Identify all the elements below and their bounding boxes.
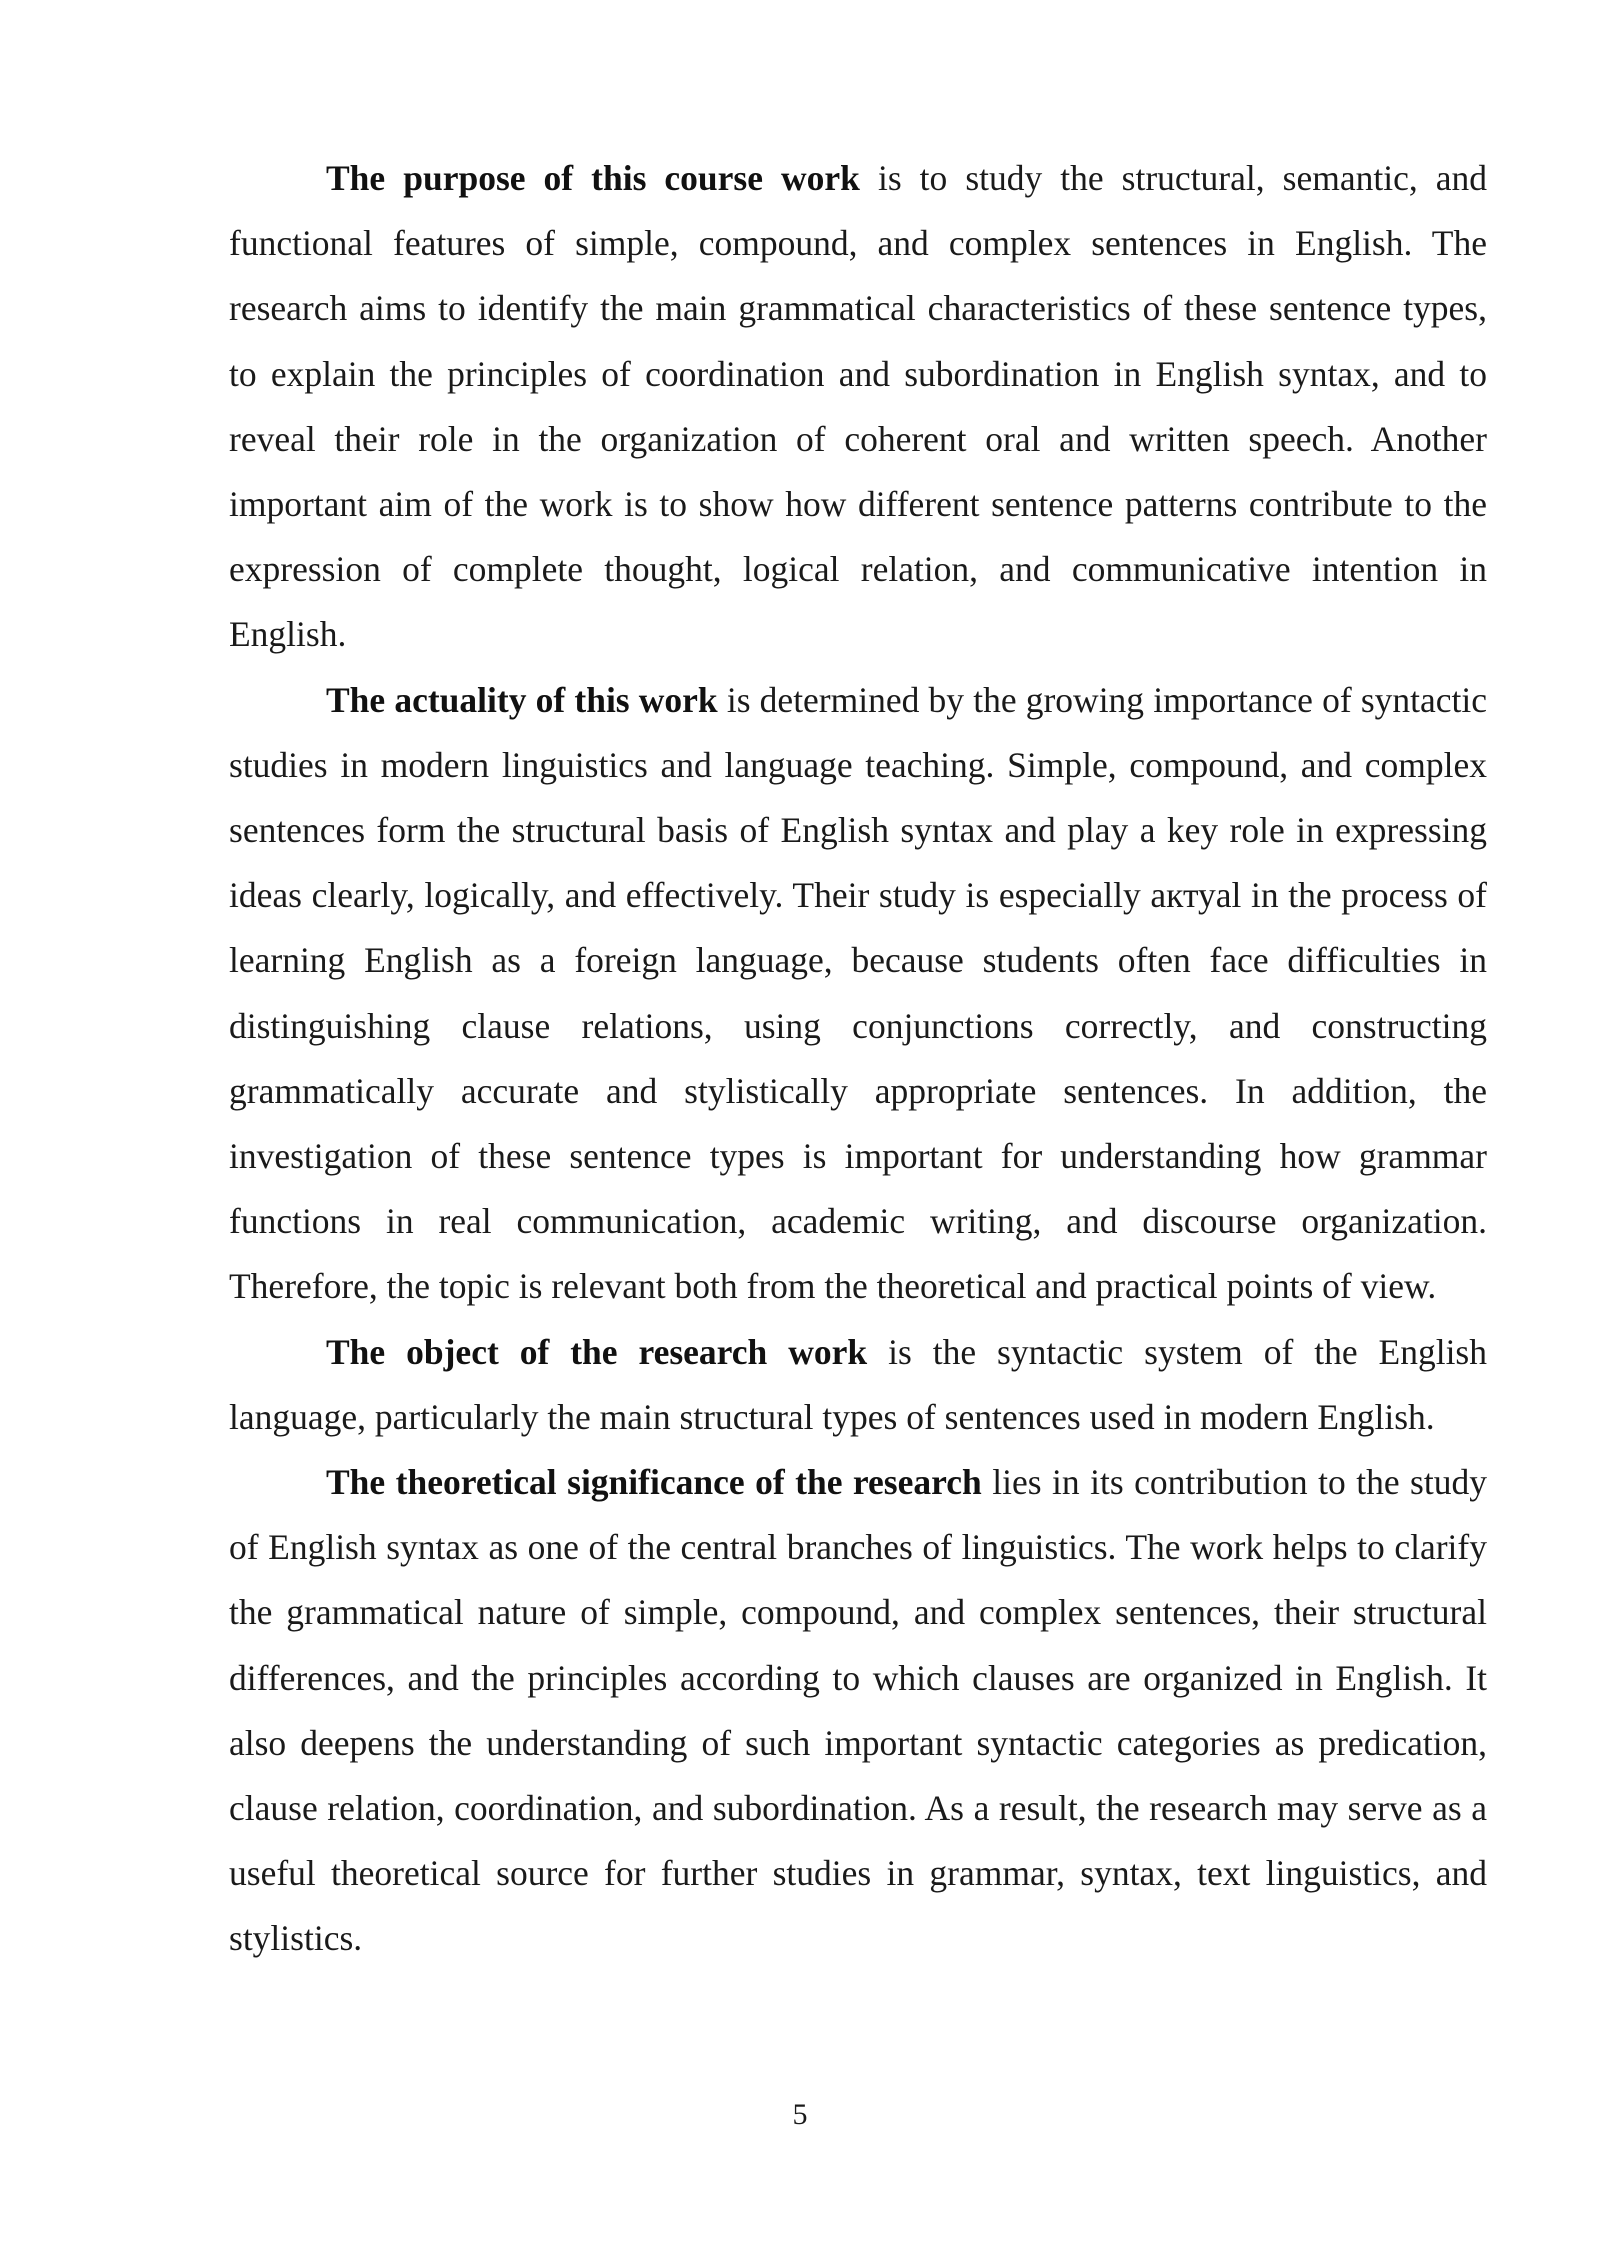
document-body: [229, 146, 1487, 1972]
paragraph-purpose: [229, 146, 1487, 668]
paragraph-heading: The theoretical significance of the research: [326, 1462, 982, 1503]
page-number: 5: [792, 2098, 808, 2131]
paragraph-theoretical-significance: [229, 1450, 1487, 1972]
paragraph-text: is the syntactic system of the English language, particularly the main structural types of sentences used in modern English.: [229, 1331, 1487, 1437]
paragraph-text: is to study the structural, semantic, and functional features of simple, compound, and complex sentences in English. The research aims to identify the main grammatical characteristics of these sentence types, to explain the principles of coordination and subordination in English syntax, and to reveal their role in the organization of coherent oral and written speech. Another important aim of the work is to show how different sentence patterns contribute to the expression of complete thought, logical relation, and communicative intention in English.: [229, 158, 1487, 655]
paragraph-heading: The actuality of this work: [326, 679, 718, 720]
paragraph-text: is determined by the growing importance of syntactic studies in modern linguistics and language teaching. Simple, compound, and complex sentences form the structural basis of English syntax and play a key role in expressing ideas clearly, logically, and effectively. Their study is especially актуal in the process of learning English as a foreign language, because students often face difficulties in distinguishing clause relations, using conjunctions correctly, and constructing grammatically accurate and stylistically appropriate sentences. In addition, the investigation of these sentence types is important for understanding how grammar functions in real communication, academic writing, and discourse organization. Therefore, the topic is relevant both from the theoretical and practical points of view.: [229, 679, 1487, 1307]
paragraph-heading: The purpose of this course work: [326, 158, 860, 198]
paragraph-actuality: [229, 668, 1487, 1320]
paragraph-heading: The object of the research work: [326, 1331, 868, 1372]
paragraph-object: [229, 1320, 1487, 1450]
paragraph-text: lies in its contribution to the study of English syntax as one of the central branches of linguistics. The work helps to clarify the grammatical nature of simple, compound, and complex sentences, their structural differences, and the principles according to which clauses are organized in English. It also deepens the understanding of such important syntactic categories as predication, clause relation, coordination, and subordination. As a result, the research may serve as a useful theoretical source for further studies in grammar, syntax, text linguistics, and stylistics.: [229, 1462, 1487, 1959]
